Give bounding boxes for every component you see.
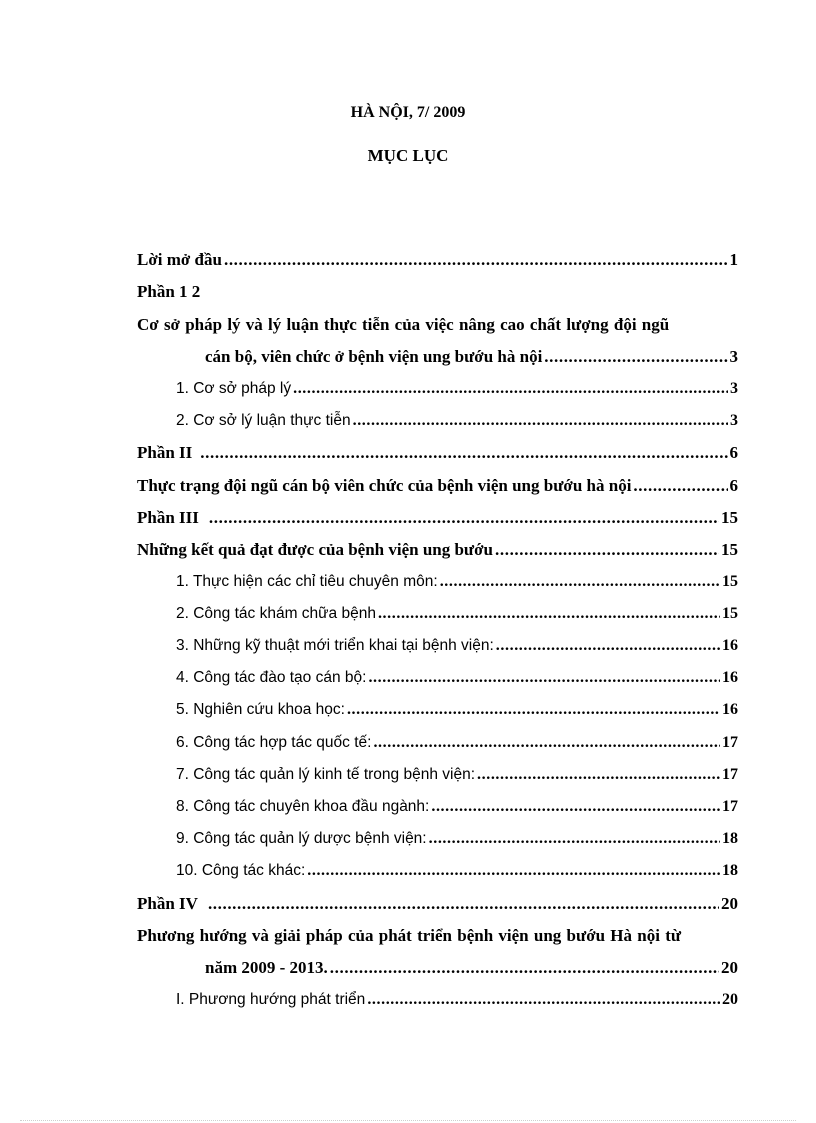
toc-entry-label: 5. Nghiên cứu khoa học: xyxy=(176,701,345,718)
toc-entry-3-10[interactable] xyxy=(176,861,738,881)
toc-leader-dots xyxy=(477,765,720,785)
toc-entry-part-2-title[interactable] xyxy=(137,476,738,496)
toc-entry-page: 3 xyxy=(730,412,738,429)
toc-leader-dots xyxy=(440,572,720,592)
toc-entry-page: 17 xyxy=(722,798,738,815)
toc-entry-3-4[interactable] xyxy=(176,668,738,688)
toc-leader-dots xyxy=(429,829,720,849)
toc-entry-part-4-title[interactable] xyxy=(137,926,681,946)
toc-entry-3-2[interactable] xyxy=(176,604,738,624)
toc-entry-label: Phần 1 2 xyxy=(137,282,201,301)
toc-entry-3-1[interactable] xyxy=(176,572,738,592)
toc-entry-3-6[interactable] xyxy=(176,733,738,753)
toc-entry-part-4-title-cont[interactable] xyxy=(205,958,738,978)
toc-entry-part-3[interactable] xyxy=(137,508,738,528)
toc-leader-dots xyxy=(378,604,720,624)
toc-entry-label: Phương hướng và giải pháp của phát triển bệnh viện ung bướu Hà nội từ xyxy=(137,926,682,945)
toc-entry-part-1-title-cont[interactable] xyxy=(205,347,738,367)
toc-entry-preface[interactable] xyxy=(137,250,738,270)
toc-entry-theory-basis[interactable] xyxy=(176,411,738,431)
toc-leader-dots xyxy=(353,411,728,431)
toc-leader-dots xyxy=(293,379,728,399)
toc-entry-3-7[interactable] xyxy=(176,765,738,785)
toc-entry-label: Lời mở đầu xyxy=(137,250,222,269)
toc-entry-label: Cơ sở pháp lý và lý luận thực tiễn của việc nâng cao chất lượng đội ngũ xyxy=(137,315,670,334)
toc-entry-label: 3. Những kỹ thuật mới triển khai tại bệnh viện: xyxy=(176,637,494,654)
toc-entry-label: Phần III xyxy=(137,508,199,527)
toc-entry-page: 3 xyxy=(729,347,738,366)
page-title: MỤC LỤC xyxy=(367,146,449,165)
toc-entry-page: 15 xyxy=(722,573,738,590)
toc-entry-part-1-title[interactable] xyxy=(137,315,669,335)
toc-entry-label: 7. Công tác quản lý kinh tế trong bệnh viện: xyxy=(176,766,476,783)
toc-entry-label: 1. Cơ sở pháp lý xyxy=(176,380,292,397)
toc-entry-4-I[interactable] xyxy=(176,990,738,1010)
toc-entry-page: 16 xyxy=(722,701,738,718)
toc-entry-label: 10. Công tác khác: xyxy=(176,862,306,879)
toc-leader-dots xyxy=(367,990,720,1010)
toc-entry-page: 17 xyxy=(722,734,738,751)
toc-entry-label: Phần II xyxy=(137,443,193,462)
toc-entry-page: 6 xyxy=(729,443,738,462)
toc-entry-page: 18 xyxy=(722,830,738,847)
toc-leader-dots xyxy=(347,700,720,720)
toc-entry-label: 9. Công tác quản lý dược bệnh viện: xyxy=(176,830,427,847)
toc-leader-dots xyxy=(373,733,720,753)
toc-entry-label: 1. Thực hiện các chỉ tiêu chuyên môn: xyxy=(176,573,438,590)
toc-entry-label: Phần IV xyxy=(137,894,198,913)
toc-entry-label: 8. Công tác chuyên khoa đầu ngành: xyxy=(176,798,430,815)
toc-entry-page: 16 xyxy=(722,637,738,654)
toc-leader-dots xyxy=(224,250,728,270)
toc-leader-dots xyxy=(307,861,720,881)
toc-leader-dots xyxy=(330,958,719,978)
toc-entry-page: 18 xyxy=(722,862,738,879)
toc-entry-page: 6 xyxy=(729,476,738,495)
toc-entry-label: 2. Công tác khám chữa bệnh xyxy=(176,605,376,622)
toc-leader-dots xyxy=(495,540,719,560)
toc-leader-dots xyxy=(208,894,719,914)
toc-entry-label: 6. Công tác hợp tác quốc tế: xyxy=(176,734,372,751)
place-date: HÀ NỘI, 7/ 2009 xyxy=(350,104,466,121)
toc-entry-label: 4. Công tác đào tạo cán bộ: xyxy=(176,669,367,686)
toc-entry-part-2[interactable] xyxy=(137,443,738,463)
toc-entry-3-5[interactable] xyxy=(176,700,738,720)
toc-entry-label: I. Phương hướng phát triển xyxy=(176,991,366,1008)
toc-entry-part-4[interactable] xyxy=(137,894,738,914)
toc-entry-page: 20 xyxy=(722,991,738,1008)
toc-entry-3-3[interactable] xyxy=(176,636,738,656)
toc-leader-dots xyxy=(633,476,727,496)
toc-entry-label: năm 2009 - 2013. xyxy=(205,958,328,977)
toc-entry-page: 1 xyxy=(729,250,738,269)
toc-entry-label: Thực trạng đội ngũ cán bộ viên chức của bệnh viện ung bướu hà nội xyxy=(137,476,632,495)
toc-leader-dots xyxy=(200,443,727,463)
toc-leader-dots xyxy=(431,797,720,817)
toc-leader-dots xyxy=(544,347,727,367)
toc-entry-3-9[interactable] xyxy=(176,829,738,849)
toc-entry-page: 16 xyxy=(722,669,738,686)
toc-leader-dots xyxy=(368,668,720,688)
toc-entry-page: 3 xyxy=(730,380,738,397)
toc-entry-legal-basis[interactable] xyxy=(176,379,738,399)
toc-entry-page: 15 xyxy=(722,605,738,622)
toc-entry-page: 20 xyxy=(721,894,738,913)
toc-leader-dots xyxy=(209,508,719,528)
toc-entry-label: 2. Cơ sở lý luận thực tiễn xyxy=(176,412,351,429)
toc-entry-page: 20 xyxy=(721,958,738,977)
toc-entry-page: 15 xyxy=(721,508,738,527)
toc-entry-part-1[interactable] xyxy=(137,282,200,302)
toc-leader-dots xyxy=(496,636,720,656)
toc-entry-part-3-title[interactable] xyxy=(137,540,738,560)
toc-entry-page: 15 xyxy=(721,540,738,559)
toc-entry-label: cán bộ, viên chức ở bệnh viện ung bướu hà nội xyxy=(205,347,543,366)
toc-entry-page: 17 xyxy=(722,766,738,783)
toc-entry-label: Những kết quả đạt được của bệnh viện ung bướu xyxy=(137,540,494,559)
toc-entry-3-8[interactable] xyxy=(176,797,738,817)
page-bottom-divider xyxy=(20,1120,796,1121)
